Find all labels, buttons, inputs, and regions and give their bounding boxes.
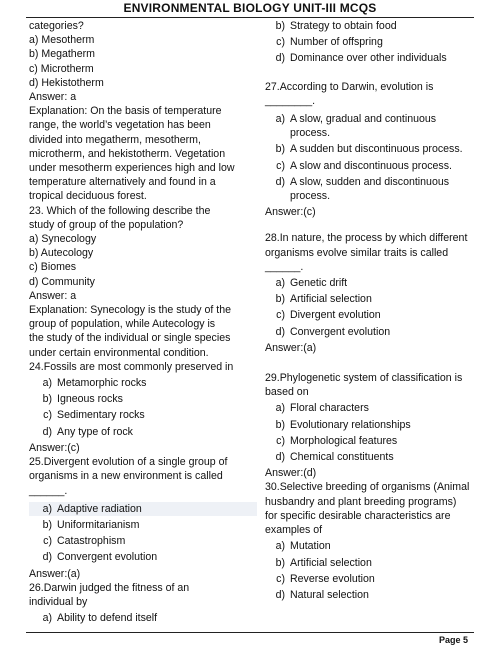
question-stem: for specific desirable characteristics are (265, 509, 451, 522)
option-letter: c) (43, 409, 52, 422)
question-stem: ______. (265, 260, 304, 273)
option-letter: d) (275, 325, 285, 338)
explanation-line: under certain environmental condition. (29, 346, 209, 359)
option-letter: b) (42, 393, 52, 406)
question-stem: ______. (29, 484, 68, 497)
option (265, 19, 475, 33)
option-text: Genetic drift (290, 277, 348, 290)
option (265, 292, 475, 306)
option-letter: b) (275, 418, 285, 431)
option-letter: a) (42, 612, 52, 625)
explanation-line: Explanation: On the basis of temperature (29, 105, 222, 118)
option-text: Uniformitarianism (57, 518, 140, 531)
option-text: Floral characters (290, 402, 369, 415)
option-text: Convergent evolution (290, 325, 391, 338)
option (265, 325, 475, 339)
option (29, 611, 257, 625)
option-letter: a) (275, 540, 285, 553)
option-letter: d) (275, 52, 285, 65)
option: d) Community (29, 275, 95, 288)
option-text: A slow and discontinuous process. (290, 159, 452, 172)
option (265, 539, 475, 553)
explanation-line: group of population, while Autecology is (29, 318, 216, 331)
option (265, 35, 475, 49)
option (29, 376, 257, 390)
option (265, 588, 475, 602)
option (265, 556, 475, 570)
option-letter: d) (275, 175, 285, 188)
option (265, 142, 475, 156)
option-letter: b) (275, 293, 285, 306)
answer: Answer:(d) (265, 467, 317, 480)
question-stem: 28.In nature, the process by which different (265, 232, 468, 245)
option (29, 425, 257, 439)
option-letter: b) (275, 143, 285, 156)
option-selected (29, 502, 257, 516)
option-text: Mutation (290, 540, 331, 553)
option-letter: c) (276, 159, 285, 172)
footer-rule (26, 632, 474, 633)
question-stem: 30.Selective breeding of organisms (Animal (265, 481, 470, 494)
option-letter: d) (42, 551, 52, 564)
option-text: Strategy to obtain food (290, 20, 397, 32)
question-stem: ________. (265, 94, 316, 107)
explanation-line: range, the world’s vegetation has been (29, 119, 211, 132)
question-stem: husbandry and plant breeding programs) (265, 495, 457, 508)
explanation-line: under mesotherm experiences high and low (29, 162, 235, 175)
option (29, 550, 257, 564)
option (265, 434, 475, 448)
option (29, 408, 257, 422)
option-text: A slow, sudden and discontinuous (290, 175, 450, 188)
option (265, 418, 475, 432)
option-text: Sedimentary rocks (57, 409, 145, 422)
option-text: A sudden but discontinuous process. (290, 143, 463, 156)
option-letter: d) (275, 588, 285, 601)
option-text: Dominance over other individuals (290, 52, 447, 65)
question-stem: 23. Which of the following describe the (29, 204, 211, 217)
option (29, 392, 257, 406)
question-stem: individual by (29, 595, 88, 608)
option-letter: a) (275, 402, 285, 415)
option-text: Adaptive radiation (57, 502, 142, 515)
question-stem: categories? (29, 20, 84, 32)
question-stem: 27.According to Darwin, evolution is (265, 80, 434, 93)
option: d) Hekistotherm (29, 76, 104, 89)
question-stem: 25.Divergent evolution of a single group of (29, 456, 228, 469)
question-stem: organisms in a new environment is called (29, 470, 223, 483)
option: a) Mesotherm (29, 34, 95, 47)
option-letter: c) (43, 535, 52, 548)
option (265, 450, 475, 464)
option (265, 276, 475, 290)
option-letter: c) (276, 434, 285, 447)
option-text: process. (290, 190, 331, 203)
question-stem: study of group of the population? (29, 218, 184, 231)
option-text: Evolutionary relationships (290, 418, 411, 431)
option (265, 175, 475, 203)
explanation (29, 104, 257, 203)
option: c) Microtherm (29, 62, 94, 75)
explanation-line: the study of the individual or single species (29, 332, 231, 345)
explanation-line: Explanation: Synecology is the study of the (29, 304, 231, 317)
option (265, 51, 475, 65)
question-stem: organisms evolve similar traits is called (265, 246, 449, 259)
option-letter: a) (275, 113, 285, 126)
question-stem: 24.Fossils are most commonly preserved in (29, 360, 234, 373)
option-text: Ability to defend itself (57, 612, 158, 625)
option-text: Morphological features (290, 434, 398, 447)
option-letter: d) (275, 451, 285, 464)
option-letter: a) (275, 277, 285, 290)
explanation-line: tropical deciduous forest. (29, 190, 147, 203)
option: b) Megatherm (29, 48, 95, 61)
option-text: Artificial selection (290, 556, 372, 569)
option-letter: b) (275, 20, 285, 32)
explanation-line: divided into megatherm, mesotherm, (29, 133, 201, 146)
option (265, 572, 475, 586)
option (265, 308, 475, 322)
answer: Answer:(c) (29, 441, 80, 454)
option-letter: d) (42, 425, 52, 438)
option-text: A slow, gradual and continuous (290, 113, 437, 126)
option-text: Any type of rock (57, 425, 133, 438)
option (29, 518, 257, 532)
option-letter: a) (42, 502, 52, 515)
option (29, 534, 257, 548)
question-stem: examples of (265, 524, 323, 537)
option-text: Number of offspring (290, 36, 383, 49)
option-letter: b) (275, 556, 285, 569)
left-column (29, 19, 257, 625)
answer: Answer: a (29, 91, 77, 104)
option-text: Catastrophism (57, 535, 126, 548)
option (265, 159, 475, 173)
right-column (265, 19, 475, 602)
question-stem: based on (265, 386, 309, 399)
option-text: Reverse evolution (290, 572, 375, 585)
option-text: Convergent evolution (57, 551, 158, 564)
option: c) Biomes (29, 261, 77, 274)
header-rule (26, 17, 474, 18)
option-text: Metamorphic rocks (57, 377, 147, 390)
option-text: Chemical constituents (290, 451, 394, 464)
question-stem: 29.Phylogenetic system of classification is (265, 372, 463, 385)
option-text: Artificial selection (290, 293, 372, 306)
option-text: Igneous rocks (57, 393, 123, 406)
option (265, 401, 475, 415)
option-letter: c) (276, 36, 285, 49)
answer: Answer:(a) (265, 341, 317, 354)
option: a) Synecology (29, 233, 97, 246)
answer: Answer: a (29, 289, 77, 302)
option-text: Natural selection (290, 588, 369, 601)
option-letter: c) (276, 309, 285, 322)
option-letter: c) (276, 572, 285, 585)
explanation-line: microtherm, and hekistotherm. Vegetation (29, 147, 226, 160)
answer: Answer:(a) (29, 567, 81, 580)
explanation-line: temperature alternatively and found in a (29, 176, 216, 189)
option: b) Autecology (29, 247, 94, 260)
option-letter: a) (42, 377, 52, 390)
option (265, 112, 475, 140)
page-header: ENVIRONMENTAL BIOLOGY UNIT-III MCQS (123, 1, 377, 15)
option-text: Divergent evolution (290, 309, 381, 322)
page-number: Page 5 (438, 635, 468, 645)
question-stem: 26.Darwin judged the fitness of an (29, 581, 190, 594)
option-text: process. (290, 127, 331, 140)
option-letter: b) (42, 518, 52, 531)
answer: Answer:(c) (265, 206, 316, 219)
